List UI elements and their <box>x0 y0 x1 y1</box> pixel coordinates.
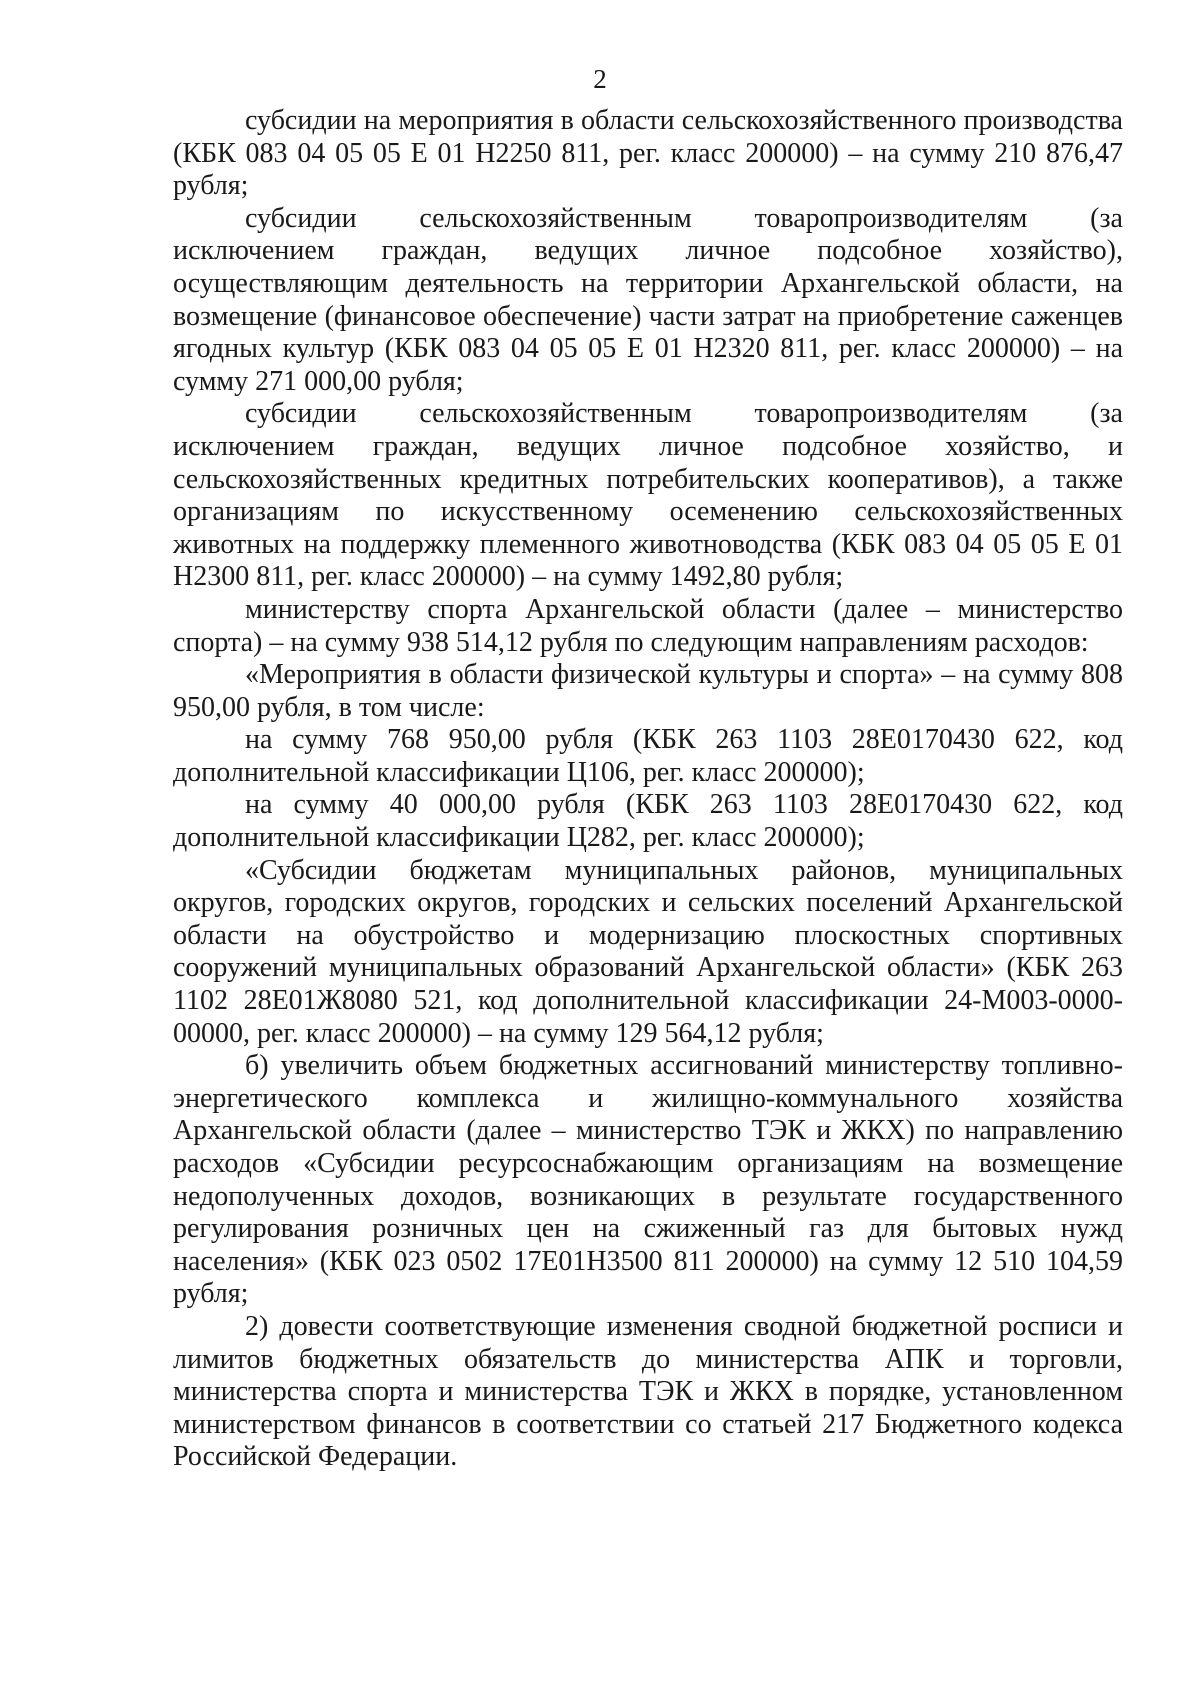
paragraph-amount-c106: на сумму 768 950,00 рубля (КБК 263 1103 28Е0170430 622, код дополнительной классификации Ц106, рег. класс 200000); <box>173 724 1123 788</box>
paragraph-subsidy-sports-facilities: «Субсидии бюджетам муниципальных районов, муниципальных округов, городских округов, городских и сельских поселений Архангельской области на обустройство и модернизацию плоскостных спортивных сооружений муниципальных образований Архангельской области» (КБК 263 1102 28Е01Ж8080 521, код дополнительной классификации 24-М003-0000-00000, рег. класс 200000) – на сумму 129 564,12 рубля; <box>173 854 1123 1049</box>
paragraph-subsidy-agricultural-production: субсидии на мероприятия в области сельскохозяйственного производства (КБК 083 04 05 05 Е 01 Н2250 811, рег. класс 200000) – на сумму 210 876,47 рубля; <box>173 105 1123 202</box>
paragraph-item-b-fuel-energy: б) увеличить объем бюджетных ассигнований министерству топливно-энергетического комплекса и жилищно-коммунального хозяйства Архангельской области (далее – министерство ТЭК и ЖКХ) по направлению расходов «Субсидии ресурсоснабжающим организациям на возмещение недополученных доходов, возникающих в результате государственного регулирования розничных цен на сжиженный газ для бытовых нужд населения» (КБК 023 0502 17Е01Н3500 811 200000) на сумму 12 510 104,59 рубля; <box>173 1050 1123 1310</box>
paragraph-sport-events: «Мероприятия в области физической культуры и спорта» – на сумму 808 950,00 рубля, в том числе: <box>173 659 1123 723</box>
paragraph-subsidy-breeding-livestock: субсидии сельскохозяйственным товаропроизводителям (за исключением граждан, ведущих личное подсобное хозяйство, и сельскохозяйственных кредитных потребительских кооперативов), а также организациям по искусственному осеменению сельскохозяйственных животных на поддержку племенного животноводства (КБК 083 04 05 05 Е 01 Н2300 811, рег. класс 200000) – на сумму 1492,80 рубля; <box>173 398 1123 593</box>
paragraph-amount-c282: на сумму 40 000,00 рубля (КБК 263 1103 28Е0170430 622, код дополнительной классификации Ц282, рег. класс 200000); <box>173 789 1123 854</box>
paragraph-item-2-budget-changes: 2) довести соответствующие изменения сводной бюджетной росписи и лимитов бюджетных обязательств до министерства АПК и торговли, министерства спорта и министерства ТЭК и ЖКХ в порядке, установленном министерством финансов в соответствии со статьей 217 Бюджетного кодекса Российской Федерации. <box>173 1310 1123 1473</box>
paragraph-subsidy-berry-seedlings: субсидии сельскохозяйственным товаропроизводителям (за исключением граждан, ведущих личное подсобное хозяйство), осуществляющим деятельность на территории Архангельской области, на возмещение (финансовое обеспечение) части затрат на приобретение саженцев ягодных культур (КБК 083 04 05 05 Е 01 Н2320 811, рег. класс 200000) – на сумму 271 000,00 рубля; <box>173 202 1123 397</box>
page-number: 2 <box>593 64 607 94</box>
document-body <box>173 105 1123 1474</box>
paragraph-ministry-of-sport: министерству спорта Архангельской области (далее – министерство спорта) – на сумму 938 514,12 рубля по следующим направлениям расходов: <box>173 593 1123 658</box>
